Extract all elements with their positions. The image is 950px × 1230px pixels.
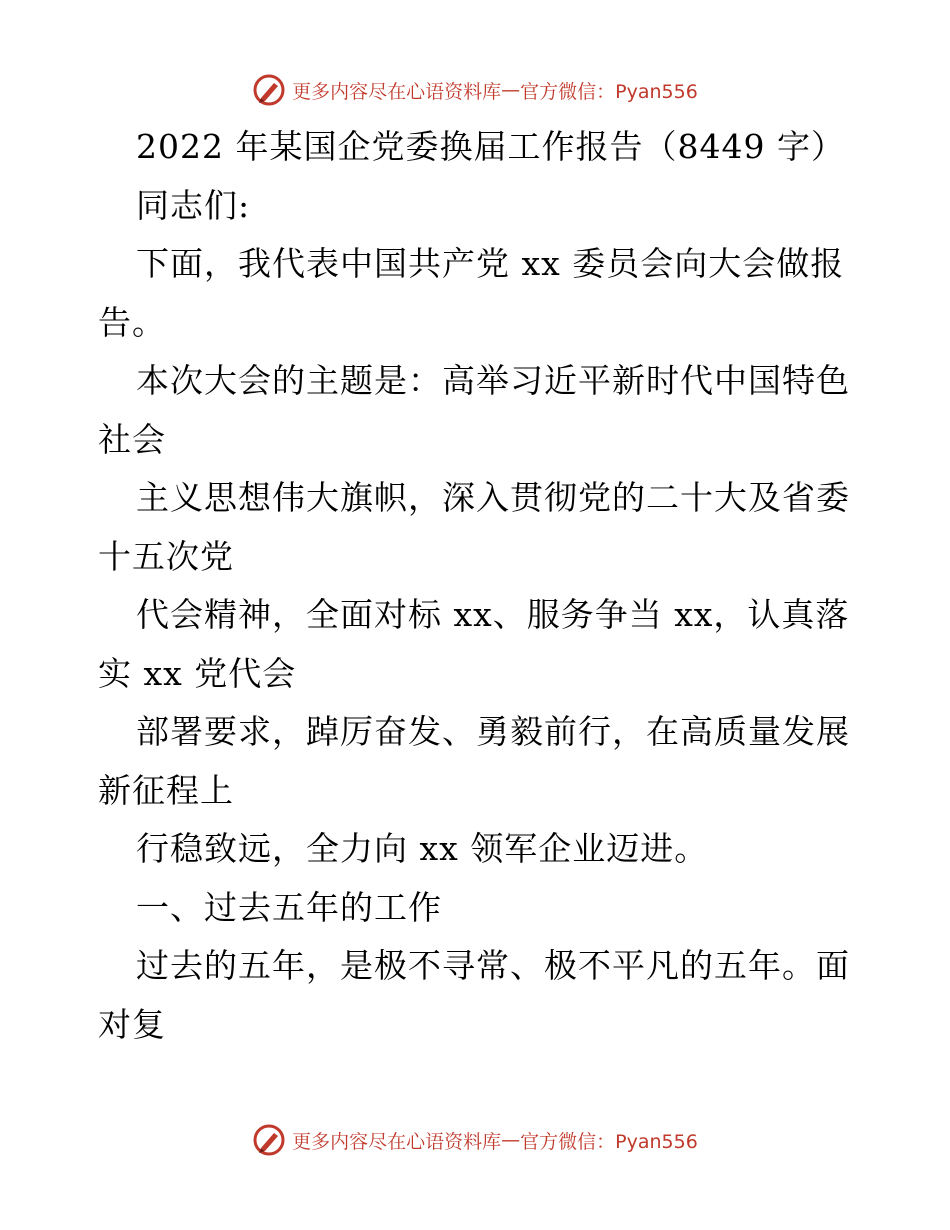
watermark-site-text: 更多内容尽在心语资料库 (292, 80, 502, 103)
text-line: 过去的五年，是极不寻常、极不平凡的五年。面 (136, 946, 850, 985)
text-line: 本次大会的主题是：高举习近平新时代中国特色 (136, 361, 850, 400)
text-line: 新征程上 (98, 770, 234, 810)
text-line: 主义思想伟大旗帜，深入贯彻党的二十大及省委 (136, 478, 850, 517)
pen-logo-icon (252, 1123, 286, 1157)
section-heading: 一、过去五年的工作 (136, 887, 442, 927)
salutation: 同志们: (136, 185, 251, 225)
footer-watermark (0, 1120, 950, 1160)
watermark-separator: — (501, 1129, 521, 1151)
text-line: 行稳致远，全力向 xx 领军企业迈进。 (136, 829, 709, 868)
text-line: 下面，我代表中国共产党 xx 委员会向大会做报 (136, 244, 845, 283)
header-watermark (0, 70, 950, 110)
text-line: 部署要求，踔厉奋发、勇毅前行，在高质量发展 (136, 712, 850, 751)
text-line: 实 xx 党代会 (98, 653, 297, 693)
document-title: 2022 年某国企党委换届工作报告（8449 字） (136, 127, 845, 166)
watermark-wechat-text: 官方微信：Pyan556 (520, 80, 698, 103)
text-line: 社会 (98, 419, 166, 459)
pen-logo-icon (252, 73, 286, 107)
text-line: 对复 (98, 1004, 166, 1044)
document-body (98, 118, 858, 1054)
text-line: 代会精神，全面对标 xx、服务争当 xx，认真落 (136, 595, 850, 634)
watermark-wechat-text: 官方微信：Pyan556 (520, 1130, 698, 1153)
watermark-site-text: 更多内容尽在心语资料库 (292, 1130, 502, 1153)
watermark-separator: — (501, 79, 521, 101)
text-line: 十五次党 (98, 536, 234, 576)
text-line: 告。 (98, 302, 166, 342)
